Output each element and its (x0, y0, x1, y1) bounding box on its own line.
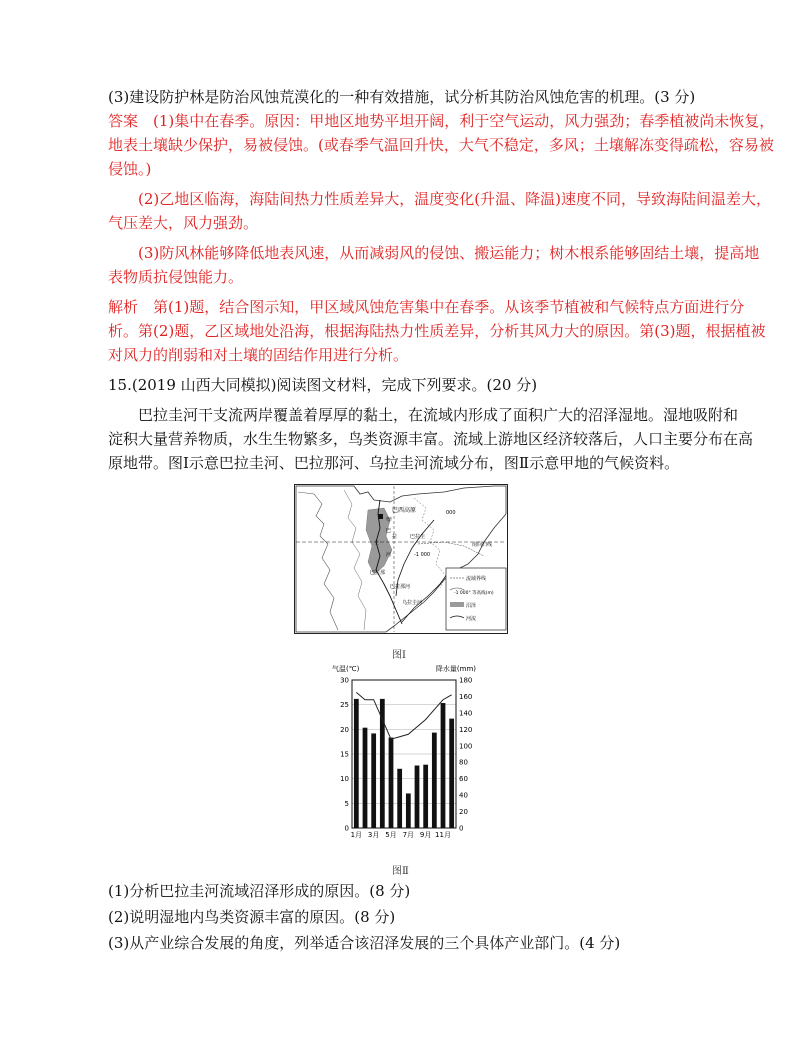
map-label-uruguay: 乌拉圭河 (402, 600, 423, 606)
answer-line-2: 地表土壤缺少保护，易被侵蚀。(或春季气温回升快，大气不稳定，多风；土壤解冻变得疏松，容易被 (108, 136, 774, 154)
material-line-2: 淀积大量营养物质，水生生物繁多，鸟类资源丰富。流域上游地区经济较落后，人口主要分布在高 (108, 430, 754, 448)
precip-bar-6 (397, 769, 402, 828)
chart-bars (354, 699, 454, 828)
chart-xticks (351, 831, 451, 839)
precip-tick-label: 140 (459, 709, 473, 718)
precip-bar-3 (371, 733, 376, 828)
chart-caption: 图Ⅱ (392, 866, 409, 877)
legend-river: 河流 (466, 616, 477, 622)
map-label-paraguay: 巴拉圭 (410, 534, 426, 540)
temp-tick-label: 30 (340, 676, 349, 685)
temp-tick-label: 0 (344, 824, 349, 833)
material-line-1: 巴拉圭河干支流两岸覆盖着厚厚的黏土，在流域内形成了面积广大的沼泽湿地。湿地吸附和 (138, 406, 739, 424)
map-label-elevation: 000 (446, 510, 456, 516)
temp-tick-label: 15 (340, 750, 349, 759)
analysis-line-3: 对风力的削弱和对土壤的固结作用进行分析。 (108, 346, 409, 364)
precip-tick-label: 180 (459, 676, 473, 685)
precip-bar-11 (441, 703, 446, 828)
location-jia-marker (378, 514, 383, 519)
map-caption: 图Ⅰ (392, 650, 406, 661)
legend-basin-boundary: 流域界线 (466, 576, 487, 582)
precip-bar-5 (389, 738, 394, 828)
temp-tick-label: 25 (340, 701, 349, 710)
analysis-line-1: 解析 第(1)题，结合图示知，甲区域风蚀危害集中在春季。从该季节植被和气候特点方面进行分 (108, 298, 745, 316)
answer-line-7: 表物质抗侵蚀能力。 (108, 268, 244, 286)
precip-tick-label: 80 (459, 758, 468, 767)
map-label-cap-river4: 河 (386, 552, 392, 558)
legend-contour: -1 000° 等高线(m) (454, 591, 494, 596)
temp-tick-label: 5 (344, 799, 349, 808)
material-line-3: 原地带。图Ⅰ示意巴拉圭河、巴拉那河、乌拉圭河流域分布，图Ⅱ示意甲地的气候资料。 (108, 454, 680, 472)
precip-tick-label: 120 (459, 725, 473, 734)
map-label-cap-basin: 巴拉那 (370, 570, 386, 576)
question-15-1: (1)分析巴拉圭河流域沼泽形成的原因。(8 分) (108, 882, 411, 900)
prev-question-3: (3)建设防护林是防治风蚀荒漠化的一种有效措施，试分析其防治风蚀危害的机理。(3 分) (108, 88, 696, 106)
precip-bar-9 (423, 765, 428, 828)
chart-yticks-left (340, 677, 349, 833)
map-label-tropic: 南回归线 (472, 542, 493, 548)
temp-tick-label: 20 (340, 725, 349, 734)
precip-bar-2 (363, 728, 368, 828)
map-label-cap-river3: 圭 (374, 540, 380, 546)
precip-bar-1 (354, 699, 359, 828)
precip-tick-label: 100 (459, 742, 473, 751)
month-tick-label: 1月 (350, 831, 363, 839)
precip-bar-10 (432, 733, 437, 828)
chart-ylabel-left: 气温(℃) (332, 665, 360, 673)
question-15-header: 15.(2019 山西大同模拟)阅读图文材料，完成下列要求。(20 分) (108, 376, 538, 394)
precip-tick-label: 60 (459, 775, 468, 784)
answer-line-3: 侵蚀。) (108, 160, 152, 178)
chart-temperature-line (356, 692, 451, 739)
answer-line-4: (2)乙地区临海，海陆间热力性质差异大，温度变化(升温、降温)速度不同，导致海陆间温差大， (138, 190, 771, 208)
answer-line-5: 气压差大，风力强劲。 (108, 214, 259, 232)
chart-yticks-right (459, 677, 472, 833)
precip-bar-8 (415, 766, 420, 828)
month-tick-label: 5月 (385, 831, 397, 839)
precip-tick-label: 0 (459, 824, 464, 833)
river-basin-map (294, 484, 508, 634)
precip-tick-label: 40 (459, 791, 468, 800)
analysis-line-2: 析。第(2)题，乙区域地处沿海，根据海陆热力性质差异，分析其风力大的原因。第(3)题，根据植被 (108, 322, 766, 340)
question-15-2: (2)说明湿地内鸟类资源丰富的原因。(8 分) (108, 908, 396, 926)
precip-tick-label: 160 (459, 692, 473, 701)
map-label-jia: 甲 (386, 517, 393, 524)
answer-line-6: (3)防风林能够降低地表风速，从而减弱风的侵蚀、搬运能力；树木根系能够固结土壤，提高地 (138, 244, 760, 262)
precip-bar-7 (406, 793, 411, 828)
map-label-parana: 巴拉那河 (390, 584, 411, 590)
temp-tick-label: 10 (340, 775, 349, 784)
map-label-cap-river2: 拉 (392, 534, 398, 540)
map-label-contour-b: -1 000 (414, 552, 431, 558)
precip-bar-12 (449, 719, 454, 828)
legend-swamp-swatch (450, 602, 464, 607)
chart-ylabel-right: 降水量(mm) (435, 665, 476, 673)
map-label-cap-river: 巴 (386, 528, 392, 534)
precip-tick-label: 20 (459, 808, 468, 817)
map-label-brazil-plateau: 巴西高原 (392, 507, 417, 514)
legend-swamp: 沼泽 (466, 603, 477, 609)
month-tick-label: 7月 (402, 831, 415, 839)
month-tick-label: 9月 (419, 831, 432, 839)
climate-chart (330, 662, 478, 852)
question-15-3: (3)从产业综合发展的角度，列举适合该沼泽发展的三个具体产业部门。(4 分) (108, 934, 621, 952)
month-tick-label: 11月 (435, 831, 451, 839)
month-tick-label: 3月 (367, 831, 380, 839)
answer-line-1: 答案 (1)集中在春季。原因：甲地区地势平坦开阔，利于空气运动，风力强劲；春季植被尚未恢复， (108, 112, 775, 130)
